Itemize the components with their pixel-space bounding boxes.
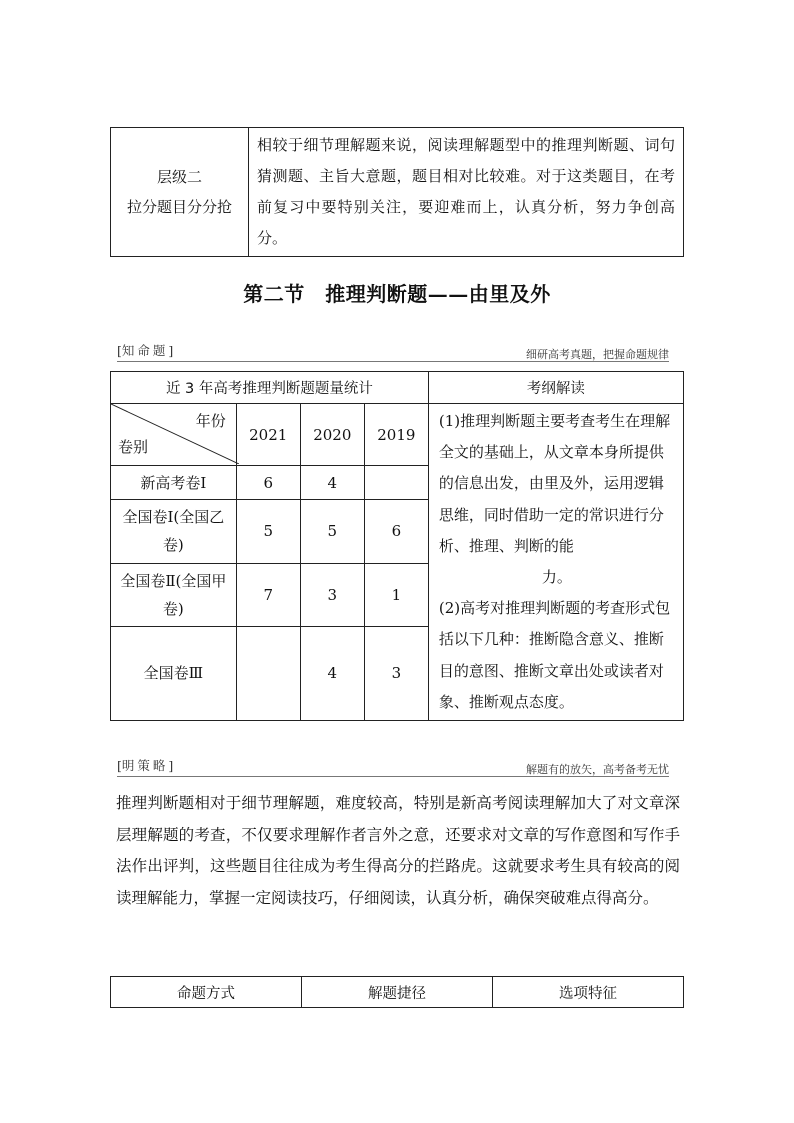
banner-tag: [ 知命题 ] [117,341,173,359]
outline-text [428,404,683,721]
paper-label: 卷别 [118,438,149,457]
count-2021: 6 [236,466,300,500]
level-description: 相较于细节理解题来说，阅读理解题型中的推理判断题、词句猜测题、主旨大意题，题目相对比较难。对于这类题目，在考前复习中要特别关注，要迎难而上，认真分析，努力争创高分。 [249,128,684,257]
count-2019: 1 [364,563,428,626]
outline-paragraph-2: (2)高考对推理判断题的考查形式包括以下几种：推断隐含意义、推断目的意图、推断文章出处或读者对象、推断观点态度。 [438,599,671,711]
count-2019: 3 [364,626,428,720]
count-2020: 3 [300,563,364,626]
section-title: 第二节 推理判断题——由里及外 [243,282,551,306]
method-table [110,976,684,1008]
count-2021: 5 [236,500,300,563]
count-2020: 4 [300,466,364,500]
count-2019: 6 [364,500,428,563]
outline-paragraph-1: (1)推理判断题主要考查考生在理解全文的基础上，从文章本身所提供的信息出发，由里及外，运用逻辑思维，同时借助一定的常识进行分析、推理、判断的能 [438,412,671,555]
level-sublabel: 拉分题目分分抢 [126,198,232,216]
count-2019 [364,466,428,500]
count-2020: 4 [300,626,364,720]
year-label: 年份 [195,412,226,430]
level-label: 层级二 [156,168,202,186]
count-2021 [236,626,300,720]
outline-paragraph-1-end: 力。 [541,568,572,587]
banner-slogan: 解题有的放矢，高考备考无忧 [526,763,669,776]
count-2020: 5 [300,500,364,563]
banner-slogan: 细研高考真题，把握命题规律 [526,348,669,361]
outline-header: 考纲解读 [428,372,683,404]
level-table [110,127,684,257]
strategy-paragraph: 推理判断题相对于细节理解题，难度较高，特别是新高考阅读理解加大了对文章深层理解题的考查，不仅要求理解作者言外之意，还要求对文章的写作意图和写作手法作出评判，这些题目往往成为考生得高分的拦路虎。这就要求考生具有较高的阅读理解能力，掌握一定阅读技巧，仔细阅读，认真分析，确保突破难点得高分。 [116,794,680,907]
column-header: 命题方式 [111,977,302,1008]
paper-name: 全国卷Ⅱ(全国甲卷) [111,563,237,626]
column-header: 解题捷径 [302,977,493,1008]
year-2020: 2020 [300,404,364,466]
level-label-cell [111,128,249,257]
banner-tag: [ 明策略 ] [117,756,173,774]
diagonal-header-cell [111,404,237,466]
year-2021: 2021 [236,404,300,466]
column-header: 选项特征 [493,977,684,1008]
year-2019: 2019 [364,404,428,466]
paper-name: 全国卷Ⅲ [111,626,237,720]
count-2021: 7 [236,563,300,626]
stats-header: 近 3 年高考推理判断题题量统计 [111,372,429,404]
paper-name: 新高考卷Ⅰ [111,466,237,500]
banner-mingcelue [117,756,669,777]
paper-name: 全国卷Ⅰ(全国乙卷) [111,500,237,563]
stats-table [110,371,684,721]
banner-zhimingti [117,341,669,362]
